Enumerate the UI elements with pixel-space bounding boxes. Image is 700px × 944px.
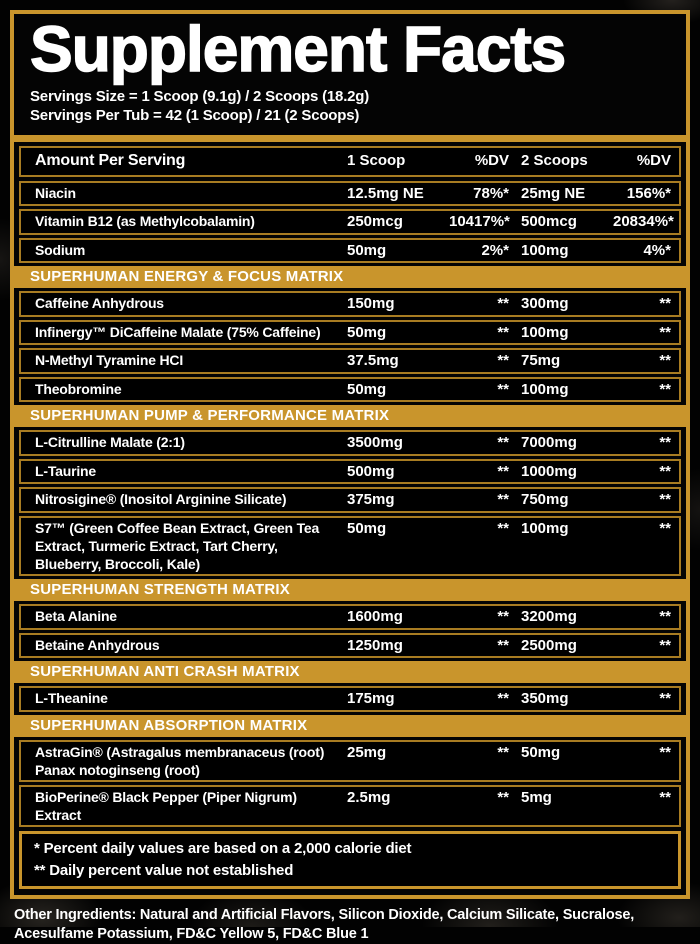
section-header-band: SUPERHUMAN PUMP & PERFORMANCE MATRIX [14,405,686,427]
footnote-not-established: ** Daily percent value not established [34,862,294,880]
ingredient-amount-2-scoops: 3200mg [521,608,577,626]
column-dv-2: %DV [636,151,671,169]
ingredient-dv-1-scoop: ** [497,491,509,509]
section-header-band: SUPERHUMAN ABSORPTION MATRIX [14,715,686,737]
ingredient-dv-1-scoop: ** [497,462,509,480]
servings-per-tub-line: Servings Per Tub = 42 (1 Scoop) / 21 (2 Scoops) [30,107,360,125]
ingredient-amount-2-scoops: 350mg [521,690,569,708]
ingredient-name: AstraGin® (Astragalus membranaceus (root) Panax notoginseng (root) [35,743,325,778]
ingredient-row [19,785,681,827]
ingredient-amount-2-scoops: 100mg [521,519,569,537]
ingredient-name: Niacin [35,184,76,201]
ingredient-dv-1-scoop: ** [497,788,509,806]
ingredient-amount-1-scoop: 37.5mg [347,352,399,370]
ingredient-row [19,633,681,659]
ingredient-row [19,740,681,782]
ingredient-amount-1-scoop: 25mg [347,743,387,761]
ingredient-amount-1-scoop: 3500mg [347,434,403,452]
footnotes-box [19,831,681,889]
ingredient-name: L-Taurine [35,462,96,479]
column-amount-per-serving: Amount Per Serving [35,151,186,169]
ingredient-dv-2-scoops: ** [659,434,671,452]
ingredient-dv-1-scoop: 2%* [481,241,509,259]
ingredient-dv-2-scoops: ** [659,352,671,370]
ingredient-dv-2-scoops: ** [659,519,671,537]
ingredient-dv-2-scoops: 156%* [626,184,671,202]
ingredient-dv-1-scoop: ** [497,323,509,341]
label-header [14,14,686,135]
ingredient-name: Theobromine [35,380,122,397]
ingredient-dv-1-scoop: ** [497,352,509,370]
ingredient-dv-1-scoop: ** [497,690,509,708]
ingredient-dv-1-scoop: ** [497,519,509,537]
ingredient-amount-2-scoops: 2500mg [521,636,577,654]
ingredient-row [19,320,681,346]
ingredient-amount-1-scoop: 150mg [347,295,395,313]
ingredient-row [19,348,681,374]
ingredient-amount-2-scoops: 100mg [521,380,569,398]
supplement-facts-label [10,10,690,899]
ingredient-row [19,291,681,317]
ingredient-amount-2-scoops: 7000mg [521,434,577,452]
table-header-row [19,146,681,177]
ingredient-amount-1-scoop: 50mg [347,380,387,398]
ingredient-amount-2-scoops: 25mg NE [521,184,586,202]
ingredient-amount-1-scoop: 500mg [347,462,395,480]
ingredient-amount-2-scoops: 5mg [521,788,552,806]
ingredient-dv-2-scoops: ** [659,295,671,313]
ingredient-row [19,686,681,712]
ingredient-row [19,238,681,264]
ingredient-dv-2-scoops: ** [659,491,671,509]
other-ingredients: Other Ingredients: Natural and Artificial Flavors, Silicon Dioxide, Calcium Silicate, Sucralose, Acesulfame Potassium, FD&C Yellow 5, FD&C Blue 1 [14,906,635,942]
ingredient-dv-1-scoop: ** [497,743,509,761]
section-header-band: SUPERHUMAN ENERGY & FOCUS MATRIX [14,266,686,288]
servings-info [30,87,670,126]
ingredient-name: Beta Alanine [35,608,117,625]
ingredient-name: Vitamin B12 (as Methylcobalamin) [35,213,255,230]
ingredient-amount-1-scoop: 12.5mg NE [347,184,424,202]
ingredient-amount-2-scoops: 750mg [521,491,569,509]
ingredient-name: L-Theanine [35,690,108,707]
ingredient-row [19,516,681,577]
ingredient-row [19,209,681,235]
ingredient-dv-2-scoops: ** [659,636,671,654]
ingredient-amount-2-scoops: 75mg [521,352,561,370]
ingredient-dv-1-scoop: ** [497,434,509,452]
ingredient-dv-2-scoops: ** [659,743,671,761]
ingredient-row [19,181,681,207]
ingredient-name: BioPerine® Black Pepper (Piper Nigrum) Extract [35,788,297,824]
ingredient-amount-1-scoop: 50mg [347,323,387,341]
ingredient-name: S7™ (Green Coffee Bean Extract, Green Tea Extract, Turmeric Extract, Tart Cherry, Blueberry, Broccoli, Kale) [35,519,320,572]
ingredient-name: Infinergy™ DiCaffeine Malate (75% Caffeine) [35,323,321,340]
facts-table [14,181,686,828]
ingredient-amount-1-scoop: 50mg [347,241,387,259]
ingredient-dv-2-scoops: ** [659,608,671,626]
ingredient-name: Caffeine Anhydrous [35,295,164,312]
ingredient-row [19,604,681,630]
column-dv-1: %DV [474,151,509,169]
section-header-band: SUPERHUMAN STRENGTH MATRIX [14,579,686,601]
ingredient-row [19,487,681,513]
ingredient-amount-1-scoop: 250mcg [347,213,403,231]
page-title: Supplement Facts [30,13,566,85]
ingredient-amount-2-scoops: 50mg [521,743,561,761]
ingredient-amount-1-scoop: 375mg [347,491,395,509]
ingredient-row [19,459,681,485]
ingredient-dv-2-scoops: 4%* [643,241,671,259]
ingredient-amount-1-scoop: 2.5mg [347,788,391,806]
ingredient-dv-2-scoops: ** [659,788,671,806]
ingredient-amount-1-scoop: 175mg [347,690,395,708]
ingredient-dv-2-scoops: ** [659,323,671,341]
ingredient-dv-1-scoop: ** [497,636,509,654]
ingredient-amount-2-scoops: 1000mg [521,462,577,480]
ingredient-row [19,430,681,456]
ingredient-amount-2-scoops: 100mg [521,241,569,259]
column-2-scoops: 2 Scoops [521,151,588,169]
ingredient-dv-2-scoops: ** [659,462,671,480]
ingredient-name: Sodium [35,241,86,258]
footnote-daily-value: * Percent daily values are based on a 2,000 calorie diet [34,840,412,858]
facts-table-area [14,142,686,828]
ingredient-name: N-Methyl Tyramine HCI [35,352,184,369]
ingredient-dv-2-scoops: ** [659,690,671,708]
ingredient-dv-1-scoop: ** [497,295,509,313]
ingredient-dv-1-scoop: 10417%* [449,213,510,231]
ingredient-amount-2-scoops: 300mg [521,295,569,313]
ingredient-amount-1-scoop: 1250mg [347,636,403,654]
ingredient-amount-2-scoops: 500mcg [521,213,577,231]
column-1-scoop: 1 Scoop [347,151,406,169]
ingredient-dv-2-scoops: ** [659,380,671,398]
ingredient-dv-1-scoop: 78%* [473,184,509,202]
section-header-band: SUPERHUMAN ANTI CRASH MATRIX [14,661,686,683]
ingredient-name: Betaine Anhydrous [35,636,160,653]
ingredient-amount-1-scoop: 50mg [347,519,387,537]
ingredient-row [19,377,681,403]
serving-size-line: Servings Size = 1 Scoop (9.1g) / 2 Scoops (18.2g) [30,87,370,105]
gold-divider [14,135,686,142]
ingredient-name: L-Citrulline Malate (2:1) [35,434,185,451]
ingredient-name: Nitrosigine® (Inositol Arginine Silicate) [35,491,287,508]
ingredient-amount-2-scoops: 100mg [521,323,569,341]
ingredient-dv-1-scoop: ** [497,608,509,626]
ingredient-dv-2-scoops: 20834%* [613,213,674,231]
ingredient-amount-1-scoop: 1600mg [347,608,403,626]
ingredient-dv-1-scoop: ** [497,380,509,398]
